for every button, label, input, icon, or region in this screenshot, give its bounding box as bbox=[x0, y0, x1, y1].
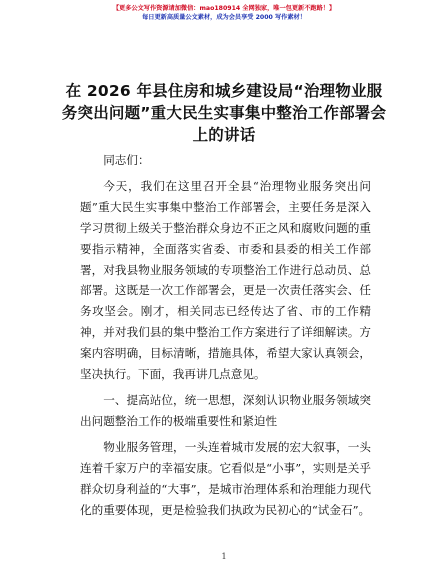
section-heading: 一、提高站位，统一思想，深刻认识物业服务领域突出问题整治工作的极端重要性和紧迫性 bbox=[80, 392, 371, 428]
greeting: 同志们： bbox=[103, 153, 150, 167]
page-number: 1 bbox=[221, 552, 227, 561]
document-body bbox=[80, 150, 371, 525]
section-paragraph: 物业服务管理，一头连着城市发展的宏大叙事，一头连着千家万户的幸福安康。它看似是“小事”，实则是关乎群众切身利益的“大事”，是城市治理体系和治理能力现代化的重要体现，更是检验我们执政为民初心的“试金石”。 bbox=[80, 439, 371, 517]
promo-banner-line-1: 【更多公文写作资源请加微信：mao180914 全网独家，唯一包更新不跑路！】 bbox=[112, 5, 336, 12]
promo-banner-line-2: 每日更新高质量公文素材，成为会员享受 2000 写作素材！ bbox=[142, 14, 306, 21]
body-paragraph: 今天，我们在这里召开全县“治理物业服务突出问题”重大民生实事集中整治工作部署会，主要任务是深入学习贯彻上级关于整治群众身边不正之风和腐败问题的重要指示精神，全面落实省委、市委和县委的相关工作部署，对我县物业服务领域的专项整治工作进行总动员、总部署。这既是一次工作部署会，更是一次责任落实会、任务攻坚会。刚才，相关同志已经传达了省、市的工作精神，并对我们县的集中整治工作方案进行了详细解读。方案内容明确，目标清晰，措施具体，希望大家认真领会，坚决执行。下面，我再讲几点意见。 bbox=[80, 178, 371, 382]
document-title: 在 2026 年县住房和城乡建设局“治理物业服务突出问题”重大民生实事集中整治工作部署会上的讲话 bbox=[61, 82, 387, 144]
promo-banner bbox=[59, 4, 389, 22]
